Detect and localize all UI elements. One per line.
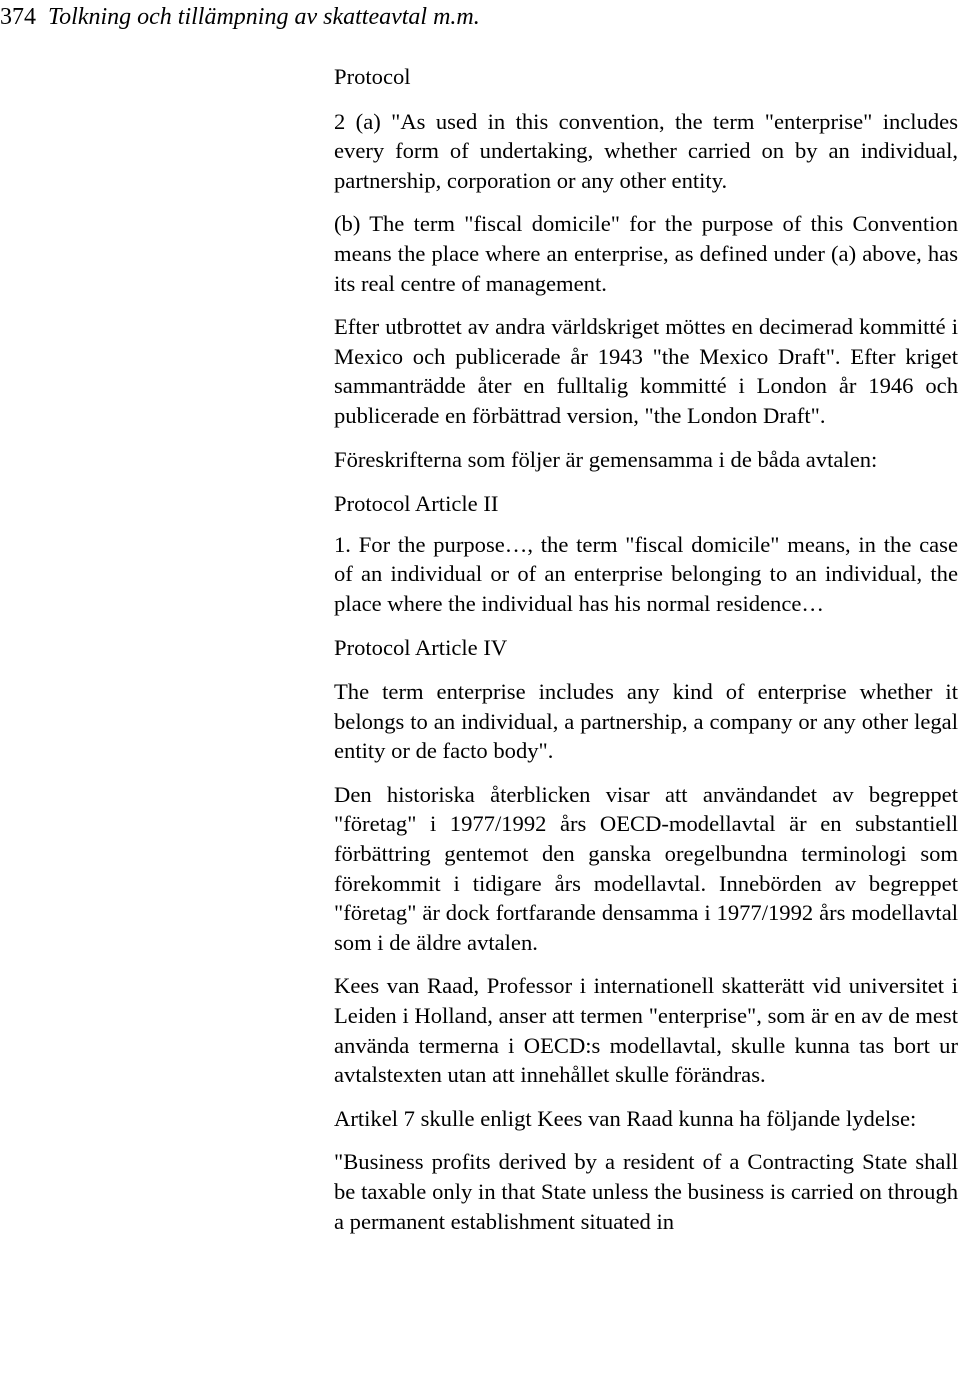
main-text-column xyxy=(334,62,958,1250)
running-head xyxy=(0,0,480,34)
paragraph-business-profits: "Business profits derived by a resident of a Contracting State shall be taxable only in that State unless the business is carried on through a permanent establishment situated in xyxy=(334,1149,958,1234)
paragraph-historiska-aterblicken: Den historiska återblicken visar att användandet av begreppet "företag" i 1977/1992 års OECD-modellavtal är en substantiell förbättring gentemot den ganska oregelbundna terminologi som förekommit i tidigare års modellavtal. Innebörden av begreppet "företag" är dock fortfarande densamma i 1977/1992 års modellavtal som i de äldre avtalen. xyxy=(334,781,958,955)
paragraph-foreskrifterna: Föreskrifterna som följer är gemensamma i de båda avtalen: xyxy=(334,446,878,472)
paragraph-artikel-7: Artikel 7 skulle enligt Kees van Raad kunna ha följande lydelse: xyxy=(334,1105,917,1131)
heading-protocol-article-iv: Protocol Article IV xyxy=(334,634,508,660)
paragraph-protocol-2a: 2 (a) "As used in this convention, the term "enterprise" includes every form of undertaking, whether carried on by an individual, partnership, corporation or any other entity. xyxy=(334,108,958,193)
paragraph-protocol-2b: (b) The term "fiscal domicile" for the purpose of this Convention means the place where an enterprise, as defined under (a) above, has its real centre of management. xyxy=(334,211,958,296)
paragraph-protocol-article-iv: The term enterprise includes any kind of enterprise whether it belongs to an individual, a partnership, a company or any other legal entity or de facto body". xyxy=(334,679,958,764)
paragraph-kees-van-raad: Kees van Raad, Professor i internationell skatterätt vid universitet i Leiden i Holland, anser att termen "enterprise", som är en av de mest använda termerna i OECD:s modellavtal, skulle kunna tas bort ur avtalstexten utan att innehållet skulle förändras. xyxy=(334,973,958,1088)
heading-protocol: Protocol xyxy=(334,64,411,89)
chapter-title: Tolkning och tillämpning av skatteavtal m.m. xyxy=(48,4,480,30)
page-number: 374 xyxy=(0,4,36,30)
paragraph-protocol-article-ii: 1. For the purpose…, the term "fiscal domicile" means, in the case of an individual or of an enterprise belonging to an individual, the place where the individual has his normal residence… xyxy=(334,531,958,616)
heading-protocol-article-ii: Protocol Article II xyxy=(334,491,499,517)
paragraph-efter-utbrottet: Efter utbrottet av andra världskriget möttes en decimerad kommitté i Mexico och publicerade år 1943 "the Mexico Draft". Efter kriget sammanträdde åter en fulltalig kommitté i London år 1946 och publicerade en förbättrad version, "the London Draft". xyxy=(334,314,958,428)
